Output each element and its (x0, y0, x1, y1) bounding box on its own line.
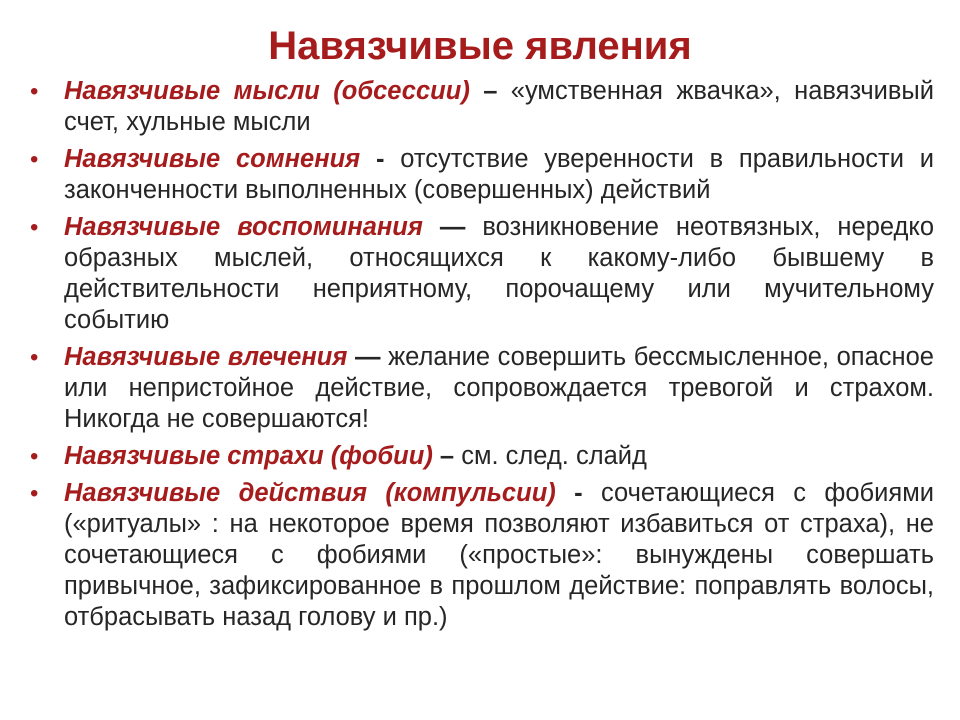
item-separator: – (432, 442, 462, 470)
item-description: желание совершить бессмысленное, опасное или непристойное действие, сопровождается тревогой и страхом. Никогда не совершаются! (64, 343, 934, 433)
item-description: «умственная жвачка», навязчивый счет, хульные мысли (64, 77, 934, 136)
list-item-obsessive-doubts (30, 144, 934, 206)
list-item-obsessive-fears (30, 441, 934, 472)
bullet-dot-icon: • (30, 443, 39, 470)
bullet-dot-icon: • (30, 146, 39, 173)
bullet-dot-icon: • (30, 480, 39, 507)
item-term: Навязчивые воспоминания (64, 213, 423, 241)
item-term: Навязчивые мысли (обсессии) (64, 77, 470, 105)
item-term: Навязчивые сомнения (64, 145, 361, 173)
item-term: Навязчивые действия (компульсии) (64, 479, 556, 507)
item-description: возникновение неотвязных, нередко образных мыслей, относящихся к какому-либо бывшему в действительности неприятному, порочащему или мучительному событию (64, 213, 934, 334)
item-separator: — (422, 213, 483, 241)
list-item-compulsions (30, 478, 934, 633)
bullet-dot-icon: • (30, 344, 39, 371)
list-item-obsessive-memories (30, 212, 934, 336)
item-term: Навязчивые страхи (фобии) (64, 442, 433, 470)
item-description: отсутствие уверенности в правильности и законченности выполненных (совершенных) действий (64, 145, 934, 204)
item-description: см. след. слайд (461, 442, 647, 470)
list-item-obsessive-urges (30, 342, 934, 435)
bullet-dot-icon: • (30, 214, 39, 241)
slide-title: Навязчивые явления (268, 24, 692, 68)
bullet-dot-icon: • (30, 78, 39, 105)
item-description: сочетающиеся с фобиями («ритуалы» : на некоторое время позволяют избавиться от страха), не сочетающиеся с фобиями («простые»: вынуждены совершать привычное, зафиксированное в прошлом действие: поправлять волосы, отбрасывать назад голову и пр.) (64, 479, 934, 631)
item-separator: - (360, 145, 401, 173)
item-separator: – (469, 77, 511, 105)
phenomena-list (30, 76, 934, 639)
list-item-obsessive-thoughts (30, 76, 934, 138)
item-term: Навязчивые влечения (64, 343, 348, 371)
item-separator: - (555, 479, 601, 507)
item-separator: — (347, 343, 389, 371)
